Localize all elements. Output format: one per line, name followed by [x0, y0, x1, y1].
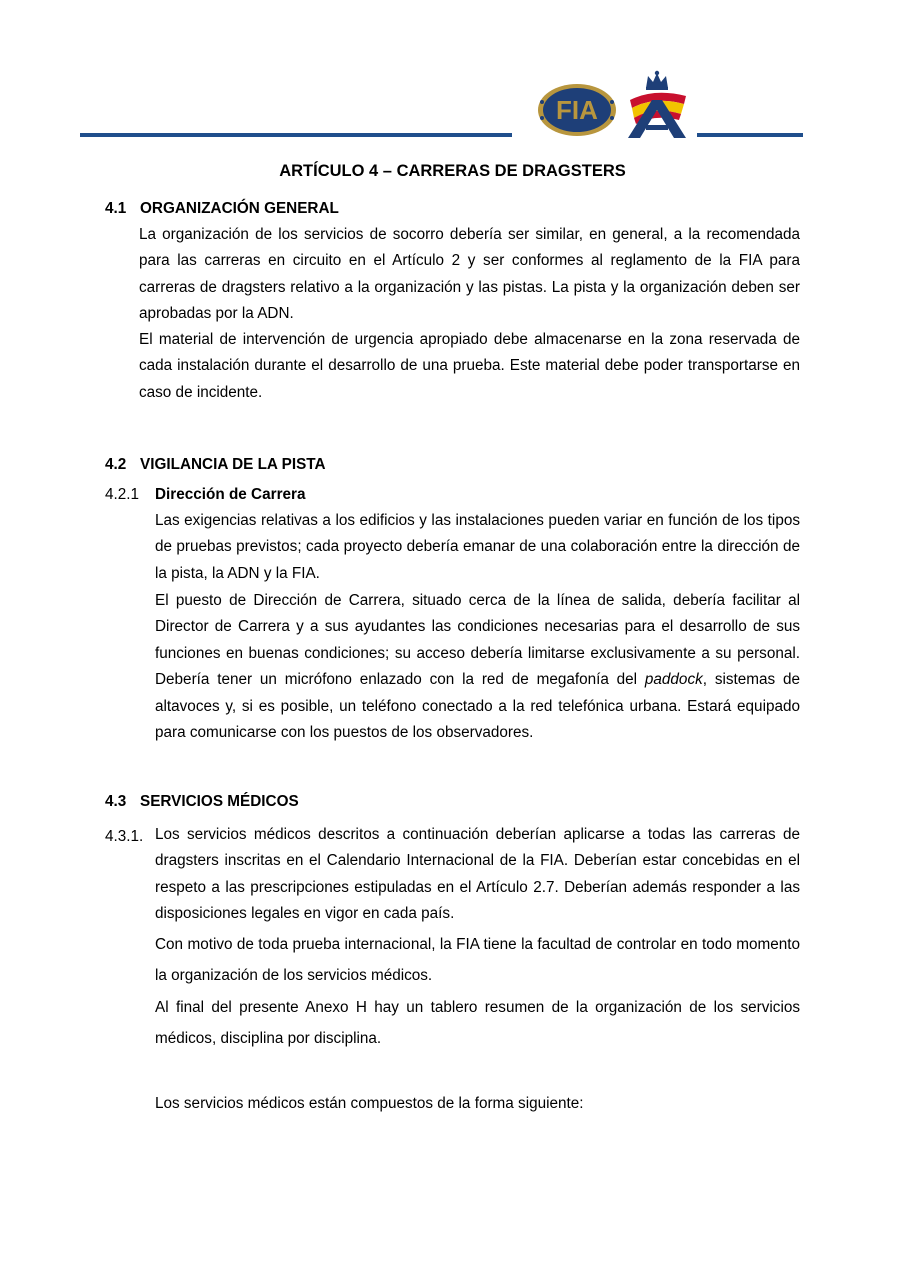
header-rule-left [80, 133, 512, 137]
item-4-3-1-number: 4.3.1. [105, 828, 144, 845]
section-4-3-1-paragraph-2: Con motivo de toda prueba internacional, la FIA tiene la facultad de controlar en todo momento la organización de los servicios médicos. [155, 936, 800, 984]
fia-logo-text: FIA [556, 95, 598, 125]
section-4-3-1-paragraph-1: Los servicios médicos descritos a continuación deberían aplicarse a todas las carreras de dragsters inscritas en el Calendario Internacional de la FIA. Deberían estar concebidas en el respeto a las prescripciones estipuladas en el Artículo 2.7. Deberían además responder a las disposiciones legales en vigor en cada país. [155, 826, 800, 923]
section-number: 4.2 [105, 456, 127, 473]
paragraph-text-start: El puesto de Dirección de Carrera, situado cerca de la línea de salida, debería facilitar al Director de Carrera y a sus ayudantes las condiciones necesarias para el desarrollo de sus funciones en buenas condiciones; su acceso debería limitarse exclusivamente a su personal. Debería tener un micrófono enlazado con la red de megafonía del [155, 592, 800, 689]
subsection-4-2-1-heading [105, 486, 306, 504]
fia-logo [536, 82, 618, 138]
section-4-3-1-paragraph-4: Los servicios médicos están compuestos de la forma siguiente: [155, 1095, 584, 1112]
section-4-3-heading [105, 793, 299, 811]
paragraph-italic-term: paddock [644, 671, 703, 689]
section-4-1-heading [105, 200, 339, 218]
section-title: VIGILANCIA DE LA PISTA [140, 456, 326, 473]
section-4-2-heading [105, 456, 326, 474]
section-4-1-paragraph-2: El material de intervención de urgencia apropiado debe almacenarse en la zona reservada de cada instalación durante el desarrollo de una prueba. Este material debe poder transportarse en caso de incidente. [139, 331, 800, 401]
page-title: ARTÍCULO 4 – CARRERAS DE DRAGSTERS [279, 162, 626, 180]
section-4-3-1-paragraph-3: Al final del presente Anexo H hay un tablero resumen de la organización de los servicios médicos, disciplina por disciplina. [155, 999, 800, 1047]
section-4-1-paragraph-1: La organización de los servicios de socorro debería ser similar, en general, a la recomendada para las carreras en circuito en el Artículo 2 y ser conformes al reglamento de la FIA para carreras de dragsters relativo a la organización y las pistas. La pista y la organización deben ser aprobadas por la ADN. [139, 226, 800, 323]
section-number: 4.3 [105, 793, 127, 810]
subsection-number: 4.2.1 [105, 486, 140, 503]
section-number: 4.1 [105, 200, 127, 217]
paragraph-text-end: , sistemas de altavoces y, si es posible, un teléfono conectado a la red telefónica urbana. Estará equipado para comunicarse con los puestos de los observadores. [155, 671, 800, 742]
subsection-title: Dirección de Carrera [155, 486, 306, 503]
section-title: SERVICIOS MÉDICOS [140, 793, 299, 810]
section-4-2-1-paragraph-2 [155, 588, 800, 746]
section-title: ORGANIZACIÓN GENERAL [140, 200, 339, 217]
rfeda-crown-logo [624, 70, 690, 140]
section-4-2-1-paragraph-1: Las exigencias relativas a los edificios y las instalaciones pueden variar en función de los tipos de pruebas previstos; cada proyecto debería emanar de una colaboración entre la dirección de la pista, la ADN y la FIA. [155, 512, 800, 582]
header-rule-right [697, 133, 803, 137]
